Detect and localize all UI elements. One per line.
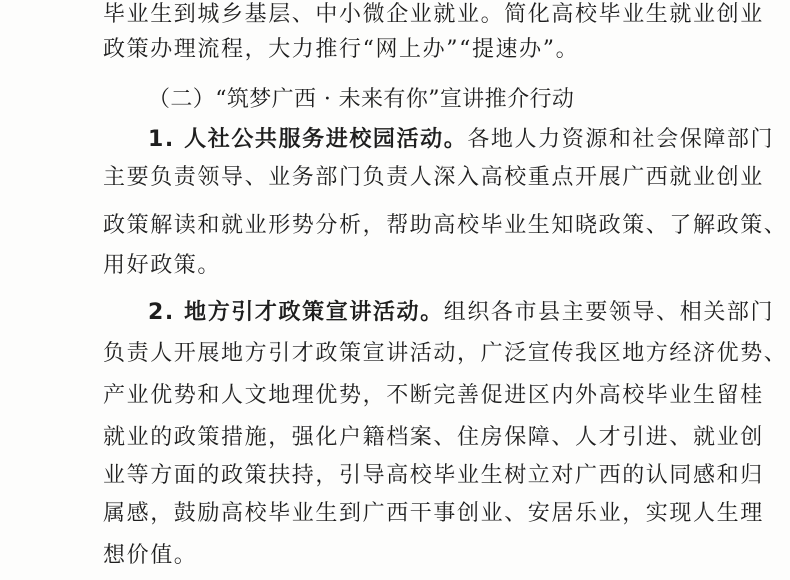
item-1-first-line	[148, 120, 775, 160]
paragraph-line: 想价值。	[103, 543, 198, 568]
paragraph-line: 毕业生到城乡基层、中小微企业就业。简化高校毕业生就业创业	[103, 2, 764, 27]
item-1-text: 各地人力资源和社会保障部门	[467, 127, 775, 152]
item-2-text: 组织各市县主要领导、相关部门	[443, 300, 775, 325]
paragraph-line: 属感，鼓励高校毕业生到广西干事创业、安居乐业，实现人生理	[103, 501, 764, 526]
item-1-heading: 1. 人社公共服务进校园活动。	[148, 127, 468, 152]
item-2-heading: 2. 地方引才政策宣讲活动。	[148, 300, 444, 325]
paragraph-line: 用好政策。	[103, 253, 222, 278]
paragraph-line: 就业的政策措施，强化户籍档案、住房保障、人才引进、就业创	[103, 425, 764, 450]
paragraph-line: 政策解读和就业形势分析，帮助高校毕业生知晓政策、了解政策、	[103, 213, 788, 238]
section-heading: （二）“筑梦广西 · 未来有你”宣讲推介行动	[148, 87, 575, 112]
paragraph-line: 主要负责领导、业务部门负责人深入高校重点开展广西就业创业	[103, 165, 764, 190]
item-2-first-line	[148, 293, 775, 333]
paragraph-line: 业等方面的政策扶持，引导高校毕业生树立对广西的认同感和归	[103, 463, 764, 488]
paragraph-line: 产业优势和人文地理优势，不断完善促进区内外高校毕业生留桂	[103, 383, 764, 408]
paragraph-line: 政策办理流程，大力推行“网上办”“提速办”。	[103, 37, 580, 62]
paragraph-line: 负责人开展地方引才政策宣讲活动，广泛宣传我区地方经济优势、	[103, 341, 788, 366]
